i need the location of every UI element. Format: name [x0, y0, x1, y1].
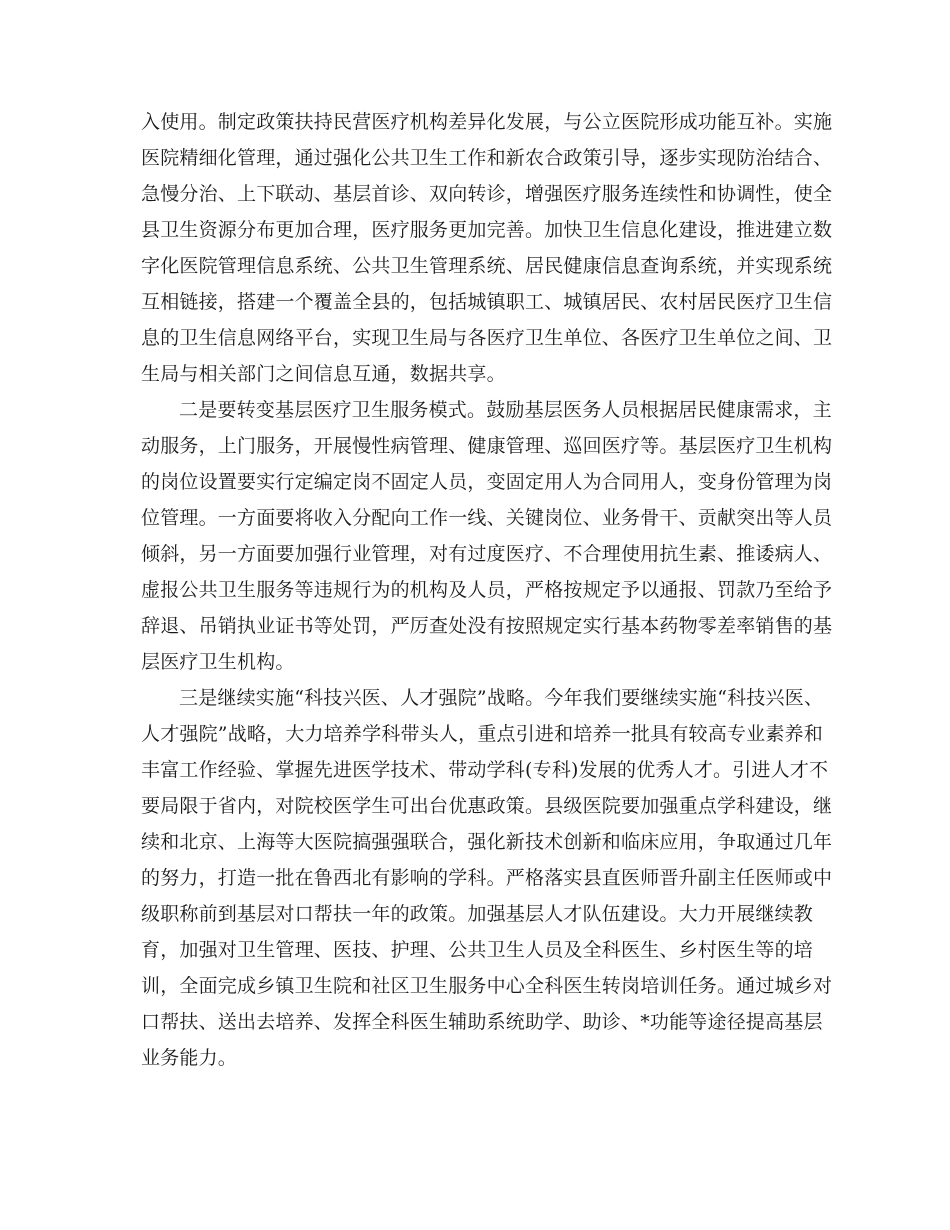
text-line: 急慢分治、上下联动、基层首诊、双向转诊，增强医疗服务连续性和协调性，使全 [141, 183, 833, 205]
text-line: 的努力，打造一批在鲁西北有影响的学科。严格落实县直医师晋升副主任医师或中 [141, 867, 833, 889]
text-line: 三是继续实施“科技兴医、人才强院”战略。今年我们要继续实施“科技兴医、 [179, 687, 824, 709]
text-line: 业务能力。 [141, 1047, 238, 1069]
text-line: 互相链接，搭建一个覆盖全县的，包括城镇职工、城镇居民、农村居民医疗卫生信 [141, 291, 833, 313]
text-line: 的岗位设置要实行定编定岗不固定人员，变固定用人为合同用人，变身份管理为岗 [141, 471, 833, 493]
text-line: 县卫生资源分布更加合理，医疗服务更加完善。加快卫生信息化建设，推进建立数 [141, 219, 833, 241]
text-line: 字化医院管理信息系统、公共卫生管理系统、居民健康信息查询系统，并实现系统 [141, 255, 833, 277]
text-line: 息的卫生信息网络平台，实现卫生局与各医疗卫生单位、各医疗卫生单位之间、卫 [141, 327, 833, 349]
text-line: 生局与相关部门之间信息互通，数据共享。 [141, 363, 506, 385]
text-line: 倾斜，另一方面要加强行业管理，对有过度医疗、不合理使用抗生素、推诿病人、 [141, 543, 833, 565]
document-body [141, 104, 833, 1076]
text-line: 育，加强对卫生管理、医技、护理、公共卫生人员及全科医生、乡村医生等的培 [141, 939, 814, 961]
text-line: 动服务，上门服务，开展慢性病管理、健康管理、巡回医疗等。基层医疗卫生机构 [141, 435, 833, 457]
text-line: 层医疗卫生机构。 [141, 651, 295, 673]
text-line: 要局限于省内，对院校医学生可出台优惠政策。县级医院要加强重点学科建设，继 [141, 795, 833, 817]
text-line: 入使用。制定政策扶持民营医疗机构差异化发展，与公立医院形成功能互补。实施 [141, 111, 833, 133]
paragraph-3 [141, 680, 833, 1076]
text-line: 训，全面完成乡镇卫生院和社区卫生服务中心全科医生转岗培训任务。通过城乡对 [141, 975, 833, 997]
text-line: 位管理。一方面要将收入分配向工作一线、关键岗位、业务骨干、贡献突出等人员 [141, 507, 833, 529]
text-line: 级职称前到基层对口帮扶一年的政策。加强基层人才队伍建设。大力开展继续教 [141, 903, 814, 925]
text-line: 丰富工作经验、掌握先进医学技术、带动学科(专科)发展的优秀人才。引进人才不 [141, 759, 829, 781]
text-line: 辞退、吊销执业证书等处罚，严厉查处没有按照规定实行基本药物零差率销售的基 [141, 615, 833, 637]
paragraph-1 [141, 104, 833, 392]
text-line: 医院精细化管理，通过强化公共卫生工作和新农合政策引导，逐步实现防治结合、 [141, 147, 833, 169]
text-line: 虚报公共卫生服务等违规行为的机构及人员，严格按规定予以通报、罚款乃至给予 [141, 579, 833, 601]
text-line: 口帮扶、送出去培养、发挥全科医生辅助系统助学、助诊、*功能等途径提高基层 [141, 1011, 823, 1033]
text-line: 人才强院”战略，大力培养学科带头人，重点引进和培养一批具有较高专业素养和 [141, 723, 823, 745]
paragraph-2 [141, 392, 833, 680]
text-line: 续和北京、上海等大医院搞强强联合，强化新技术创新和临床应用，争取通过几年 [141, 831, 833, 853]
text-line: 二是要转变基层医疗卫生服务模式。鼓励基层医务人员根据居民健康需求，主 [179, 399, 832, 421]
